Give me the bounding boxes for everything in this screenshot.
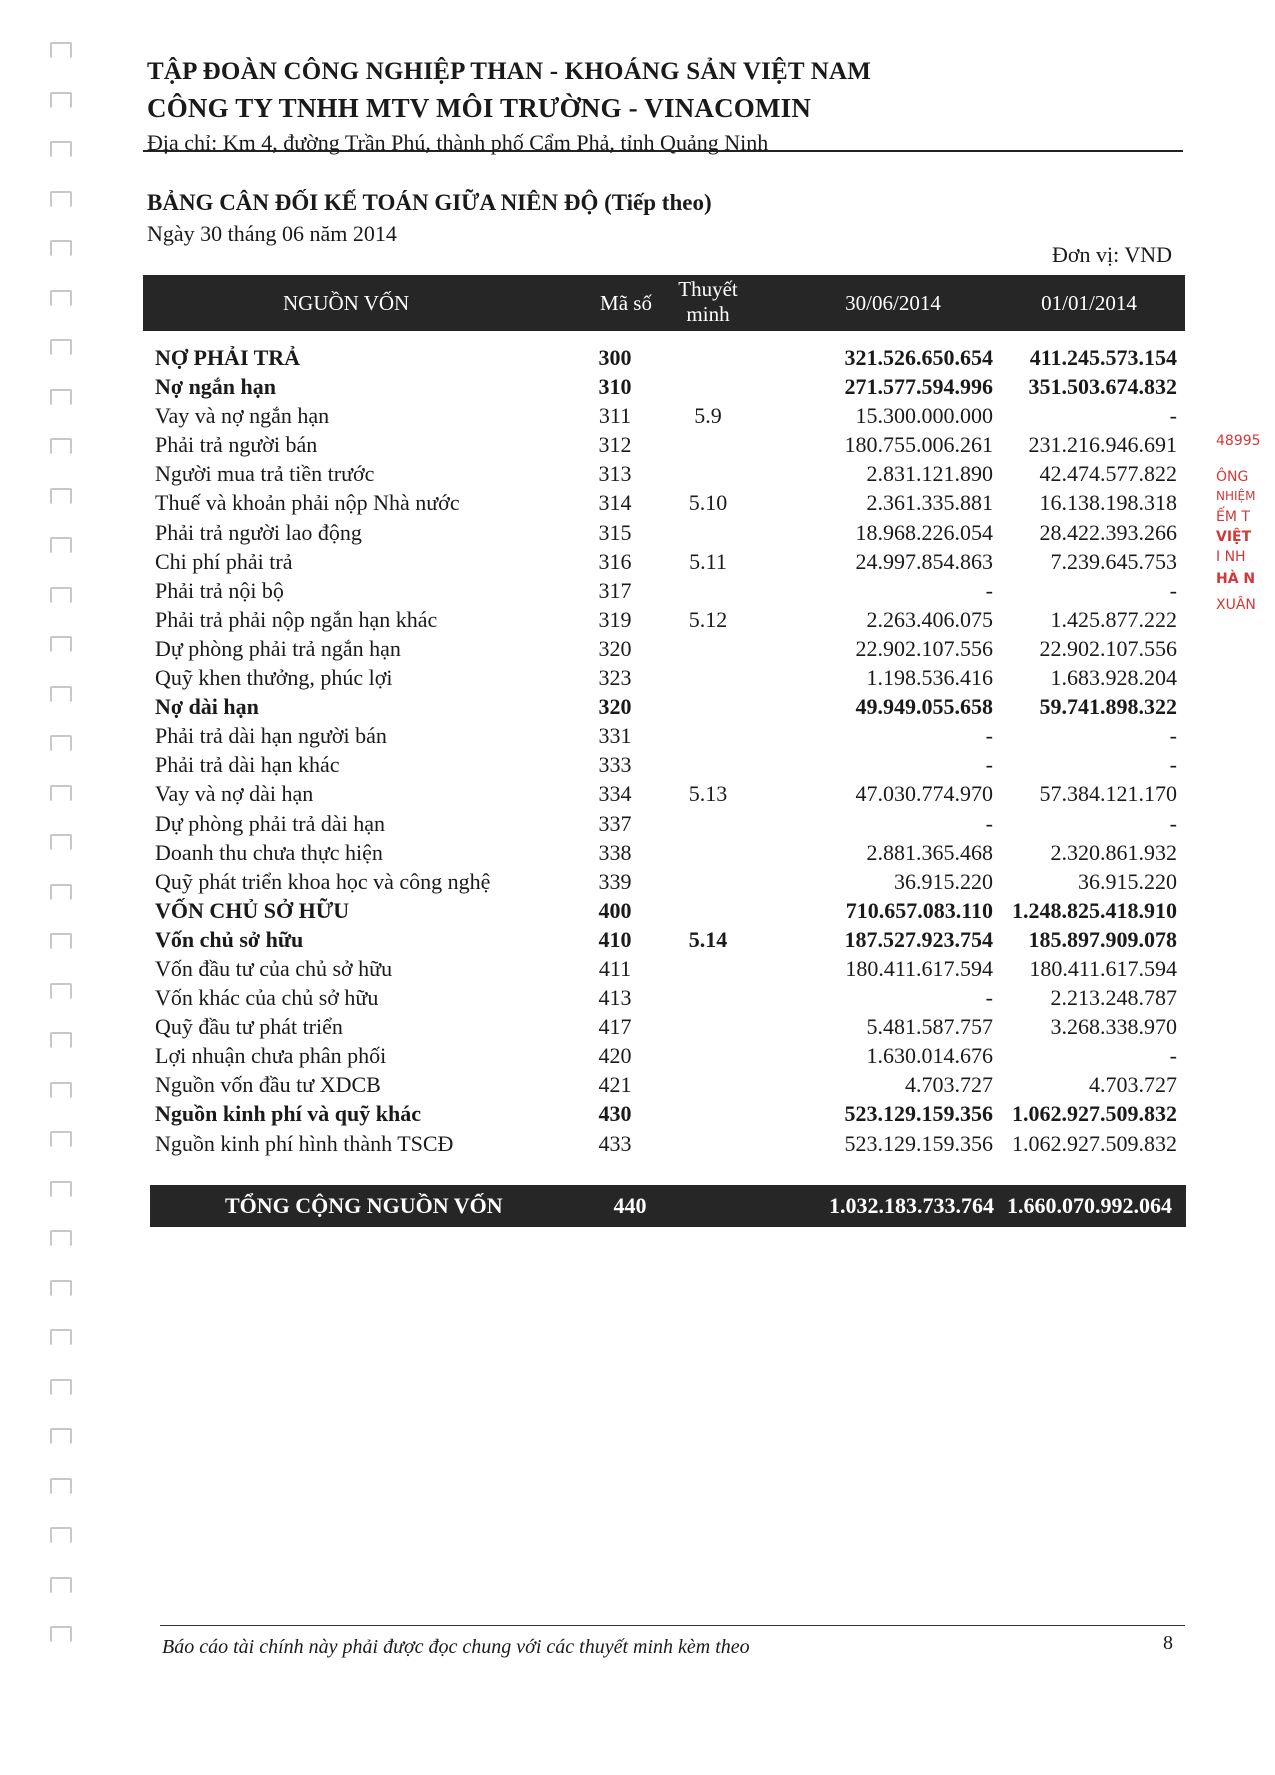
- binder-hole-mark: [50, 240, 72, 256]
- currency-unit: Đơn vị: VND: [1051, 242, 1172, 267]
- table-row: [143, 983, 1185, 1012]
- row-code: 337: [598, 810, 632, 836]
- table-row: [143, 896, 1185, 925]
- row-period-start: 57.384.121.170: [1039, 781, 1177, 807]
- binder-hole-mark: [50, 785, 72, 801]
- total-code: 440: [613, 1193, 647, 1218]
- table-row: [143, 401, 1185, 430]
- row-code: 413: [598, 985, 632, 1011]
- row-period-end: 15.300.000.000: [855, 403, 993, 429]
- row-code: 300: [598, 345, 632, 370]
- binder-hole-mark: [50, 537, 72, 553]
- group-name: TẬP ĐOÀN CÔNG NGHIỆP THAN - KHOÁNG SẢN VIỆT NAM: [147, 58, 872, 85]
- row-period-end: 1.198.536.416: [866, 665, 993, 691]
- report-title: BẢNG CÂN ĐỐI KẾ TOÁN GIỮA NIÊN ĐỘ (Tiếp theo): [147, 190, 712, 215]
- row-code: 411: [598, 955, 632, 981]
- row-code: 410: [598, 926, 632, 952]
- row-period-end: 187.527.923.754: [844, 926, 993, 952]
- row-label: Dự phòng phải trả dài hạn: [155, 810, 386, 836]
- row-code: 338: [598, 839, 632, 865]
- table-row: [143, 518, 1185, 547]
- row-period-end: 271.577.594.996: [844, 374, 993, 400]
- binder-hole-mark: [50, 1379, 72, 1395]
- company-address: Địa chỉ: Km 4, đường Trần Phú, thành phố Cẩm Phả, tỉnh Quảng Ninh: [147, 130, 769, 155]
- binder-hole-mark: [50, 834, 72, 850]
- row-code: 320: [598, 635, 632, 661]
- binder-hole-mark: [50, 587, 72, 603]
- row-period-end: 24.997.854.863: [855, 548, 993, 574]
- row-period-end: 2.361.335.881: [866, 490, 993, 516]
- row-period-start: 180.411.617.594: [1029, 955, 1177, 981]
- table-row: [143, 488, 1185, 517]
- row-code: 314: [598, 490, 632, 516]
- stamp-line: XUÂN: [1216, 597, 1256, 613]
- binder-hole-mark: [50, 389, 72, 405]
- table-row: [143, 372, 1185, 401]
- row-label: Nợ dài hạn: [155, 694, 259, 720]
- row-period-end: 180.755.006.261: [844, 432, 993, 458]
- table-row: [143, 605, 1185, 634]
- row-period-end: 49.949.055.658: [855, 694, 993, 720]
- row-period-start: 1.248.825.418.910: [1012, 897, 1177, 923]
- table-row: [143, 576, 1185, 605]
- row-label: Chi phí phải trả: [155, 548, 293, 574]
- row-label: Vay và nợ dài hạn: [155, 781, 314, 807]
- table-row: [143, 954, 1185, 983]
- table-row: [143, 547, 1185, 576]
- row-label: Vốn chủ sở hữu: [155, 926, 304, 952]
- binder-hole-mark: [50, 735, 72, 751]
- header-note: [663, 277, 753, 327]
- header-period-end: 30/06/2014: [845, 291, 941, 315]
- row-code: 331: [598, 723, 632, 749]
- row-label: Quỹ phát triển khoa học và công nghệ: [155, 868, 491, 894]
- row-period-end: -: [985, 810, 993, 836]
- row-code: 400: [598, 897, 632, 923]
- row-code: 417: [598, 1014, 632, 1040]
- row-label: Vay và nợ ngắn hạn: [155, 403, 330, 429]
- row-period-start: 1.683.928.204: [1050, 665, 1177, 691]
- header-period-start: 01/01/2014: [1041, 291, 1137, 315]
- binder-hole-mark: [50, 1181, 72, 1197]
- row-period-end: 36.915.220: [894, 868, 993, 894]
- table-row: [143, 867, 1185, 896]
- row-period-start: 2.213.248.787: [1050, 985, 1177, 1011]
- row-period-start: 351.503.674.832: [1028, 374, 1177, 400]
- row-code: 433: [598, 1130, 632, 1156]
- table-row: [143, 750, 1185, 779]
- row-label: Nguồn kinh phí hình thành TSCĐ: [155, 1130, 454, 1156]
- table-row: [143, 663, 1185, 692]
- row-period-start: 16.138.198.318: [1039, 490, 1177, 516]
- binder-hole-mark: [50, 686, 72, 702]
- row-code: 421: [598, 1072, 632, 1098]
- row-period-end: 47.030.774.970: [855, 781, 993, 807]
- row-label: Nợ ngắn hạn: [155, 374, 277, 400]
- row-code: 339: [598, 868, 632, 894]
- row-note: 5.13: [688, 781, 728, 807]
- binder-hole-mark: [50, 1428, 72, 1444]
- binder-hole-mark: [50, 1032, 72, 1048]
- row-period-end: -: [985, 752, 993, 778]
- total-period-end: 1.032.183.733.764: [829, 1193, 994, 1218]
- row-period-end: -: [985, 723, 993, 749]
- binder-hole-mark: [50, 636, 72, 652]
- row-code: 317: [598, 577, 632, 603]
- binder-hole-mark: [50, 983, 72, 999]
- row-period-end: 523.129.159.356: [844, 1101, 993, 1127]
- table-row: [143, 430, 1185, 459]
- row-note: 5.10: [688, 490, 728, 516]
- row-note: 5.12: [688, 606, 728, 632]
- row-code: 334: [598, 781, 632, 807]
- table-row: [143, 1070, 1185, 1099]
- table-row: [143, 343, 1185, 372]
- row-period-start: 42.474.577.822: [1039, 461, 1177, 487]
- row-code: 312: [598, 432, 632, 458]
- row-label: Doanh thu chưa thực hiện: [155, 839, 383, 865]
- row-label: NỢ PHẢI TRẢ: [155, 345, 301, 370]
- row-period-start: 59.741.898.322: [1039, 694, 1177, 720]
- row-period-end: 2.831.121.890: [866, 461, 993, 487]
- table-row: [143, 634, 1185, 663]
- row-label: Phải trả người lao động: [155, 519, 362, 545]
- table-row: [143, 459, 1185, 488]
- total-label: TỔNG CỘNG NGUỒN VỐN: [225, 1193, 503, 1218]
- stamp-line: ẾM T: [1216, 509, 1250, 525]
- row-period-end: 18.968.226.054: [855, 519, 993, 545]
- row-note: 5.11: [689, 548, 727, 574]
- row-label: Phải trả nội bộ: [155, 577, 284, 603]
- row-period-start: -: [1169, 723, 1177, 749]
- binder-hole-mark: [50, 339, 72, 355]
- row-label: VỐN CHỦ SỞ HỮU: [155, 897, 350, 923]
- row-period-start: -: [1169, 752, 1177, 778]
- row-code: 311: [598, 403, 632, 429]
- row-period-start: 22.902.107.556: [1039, 635, 1177, 661]
- row-code: 319: [598, 606, 632, 632]
- row-note: 5.9: [694, 403, 722, 429]
- binder-hole-mark: [50, 1280, 72, 1296]
- binder-hole-mark: [50, 884, 72, 900]
- row-period-start: 185.897.909.078: [1028, 926, 1177, 952]
- row-period-start: 3.268.338.970: [1050, 1014, 1177, 1040]
- total-row: [150, 1185, 1186, 1227]
- table-row: [143, 721, 1185, 750]
- table-row: [143, 838, 1185, 867]
- binder-hole-mark: [50, 1131, 72, 1147]
- row-period-end: 180.411.617.594: [845, 955, 993, 981]
- row-period-start: 1.062.927.509.832: [1012, 1101, 1177, 1127]
- binder-hole-mark: [50, 933, 72, 949]
- row-label: Quỹ đầu tư phát triển: [155, 1014, 343, 1040]
- row-period-end: 2.263.406.075: [866, 606, 993, 632]
- page-number: 8: [1163, 1632, 1173, 1654]
- row-label: Lợi nhuận chưa phân phối: [155, 1043, 387, 1069]
- row-period-end: -: [985, 577, 993, 603]
- stamp-line: NHIỆM: [1216, 489, 1256, 503]
- row-label: Nguồn kinh phí và quỹ khác: [155, 1101, 421, 1127]
- row-label: Nguồn vốn đầu tư XDCB: [155, 1072, 381, 1098]
- row-period-end: 5.481.587.757: [866, 1014, 993, 1040]
- binder-hole-mark: [50, 141, 72, 157]
- row-period-end: 4.703.727: [905, 1072, 993, 1098]
- row-period-end: 1.630.014.676: [866, 1043, 993, 1069]
- table-header: [143, 275, 1185, 331]
- company-name: CÔNG TY TNHH MTV MÔI TRƯỜNG - VINACOMIN: [147, 93, 812, 123]
- report-date: Ngày 30 tháng 06 năm 2014: [147, 221, 397, 246]
- row-label: Quỹ khen thưởng, phúc lợi: [155, 665, 393, 691]
- row-code: 420: [598, 1043, 632, 1069]
- header-name: NGUỒN VỐN: [283, 291, 410, 315]
- binder-hole-mark: [50, 488, 72, 504]
- table-row: [143, 692, 1185, 721]
- row-code: 315: [598, 519, 632, 545]
- row-period-start: 1.062.927.509.832: [1012, 1130, 1177, 1156]
- row-label: Phải trả người bán: [155, 432, 318, 458]
- binder-hole-mark: [50, 1626, 72, 1642]
- table-body: [143, 343, 1185, 1158]
- row-period-end: 523.129.159.356: [844, 1130, 993, 1156]
- row-code: 313: [598, 461, 632, 487]
- footer-divider: [160, 1625, 1185, 1626]
- table-row: [143, 925, 1185, 954]
- table-row: [143, 809, 1185, 838]
- red-stamp: [1212, 425, 1275, 620]
- row-label: Phải trả dài hạn khác: [155, 752, 340, 778]
- binder-hole-mark: [50, 1230, 72, 1246]
- row-label: Vốn đầu tư của chủ sở hữu: [155, 955, 393, 981]
- row-period-start: 28.422.393.266: [1039, 519, 1177, 545]
- stamp-line: ÔNG: [1216, 469, 1249, 485]
- row-period-end: 710.657.083.110: [845, 897, 993, 923]
- header-divider: [143, 150, 1183, 152]
- row-period-start: 231.216.946.691: [1028, 432, 1177, 458]
- row-code: 320: [598, 694, 632, 720]
- binder-hole-mark: [50, 92, 72, 108]
- stamp-line: I NH: [1216, 549, 1246, 565]
- row-period-start: 36.915.220: [1078, 868, 1177, 894]
- row-period-start: -: [1169, 1043, 1177, 1069]
- binder-hole-mark: [50, 191, 72, 207]
- table-row: [143, 1099, 1185, 1128]
- binder-hole-mark: [50, 1082, 72, 1098]
- table-row: [143, 779, 1185, 808]
- row-code: 323: [598, 665, 632, 691]
- binder-hole-mark: [50, 42, 72, 58]
- row-period-end: 2.881.365.468: [866, 839, 993, 865]
- footer-note: Báo cáo tài chính này phải được đọc chung với các thuyết minh kèm theo: [162, 1636, 750, 1658]
- table-row: [143, 1012, 1185, 1041]
- total-period-start: 1.660.070.992.064: [1007, 1193, 1172, 1218]
- stamp-line: 48995: [1216, 433, 1261, 449]
- row-code: 310: [598, 374, 632, 400]
- row-period-end: 22.902.107.556: [855, 635, 993, 661]
- row-label: Vốn khác của chủ sở hữu: [155, 985, 379, 1011]
- header-note-line1: Thuyết: [678, 277, 738, 301]
- row-label: Phải trả phải nộp ngắn hạn khác: [155, 606, 438, 632]
- stamp-line: HÀ N: [1216, 571, 1256, 587]
- row-period-start: 4.703.727: [1089, 1072, 1177, 1098]
- row-period-start: -: [1169, 403, 1177, 429]
- binder-hole-mark: [50, 290, 72, 306]
- row-period-start: 1.425.877.222: [1050, 606, 1177, 632]
- row-period-start: 411.245.573.154: [1029, 345, 1177, 370]
- row-period-start: -: [1169, 810, 1177, 836]
- binder-hole-mark: [50, 1527, 72, 1543]
- row-period-start: 2.320.861.932: [1050, 839, 1177, 865]
- row-note: 5.14: [688, 926, 728, 952]
- row-period-start: -: [1169, 577, 1177, 603]
- row-code: 430: [598, 1101, 632, 1127]
- row-label: Dự phòng phải trả ngắn hạn: [155, 635, 401, 661]
- row-label: Người mua trả tiền trước: [155, 461, 375, 487]
- row-period-start: 7.239.645.753: [1050, 548, 1177, 574]
- binder-hole-mark: [50, 1577, 72, 1593]
- row-label: Thuế và khoản phải nộp Nhà nước: [155, 490, 460, 516]
- row-period-end: -: [985, 985, 993, 1011]
- header-note-line2: minh: [686, 302, 730, 326]
- row-code: 333: [598, 752, 632, 778]
- binder-hole-mark: [50, 1329, 72, 1345]
- stamp-line: VIỆT: [1216, 529, 1252, 545]
- table-row: [143, 1041, 1185, 1070]
- row-code: 316: [598, 548, 632, 574]
- binder-hole-mark: [50, 1478, 72, 1494]
- row-period-end: 321.526.650.654: [844, 345, 993, 370]
- row-label: Phải trả dài hạn người bán: [155, 723, 387, 749]
- table-row: [143, 1129, 1185, 1158]
- header-code: Mã số: [600, 291, 652, 315]
- binder-hole-mark: [50, 438, 72, 454]
